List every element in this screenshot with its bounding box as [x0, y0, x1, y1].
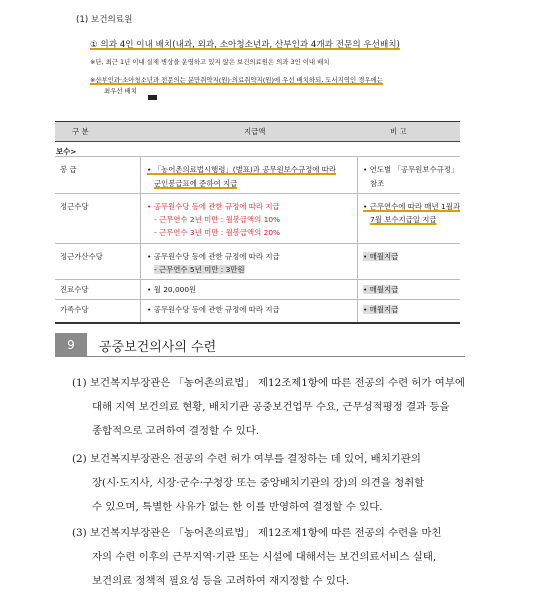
row-amount-line [154, 178, 237, 189]
note-1: ※단, 최근 1년 이내 실제 병상을 운영하고 있지 않은 보건의료원은 의과 3인 이내 배치 [90, 58, 330, 66]
row-remark-line [370, 214, 437, 225]
paragraph-2 [72, 447, 502, 519]
row-amount-line [147, 164, 336, 175]
row-remark-text: • 근무연수에 따라 매년 1월과 [363, 202, 460, 211]
section-number: 9 [55, 333, 87, 357]
row-name: 정근가산수당 [60, 252, 103, 261]
note-2-text: ※산부인과·소아청소년과 전문의는 분만취약지(원)·의료취약지(원)에 우선 배치하되, 도서지역인 경우에는 [90, 76, 383, 84]
row-amount-line [154, 264, 245, 275]
paragraph-line: (3) 보건복지부장관은 「농어촌의료법」 제12조제1항에 따른 전공의 수련을 마친 [72, 527, 442, 539]
row-remark-text: 7월 보수지급일 지급 [370, 215, 437, 224]
section-title: 공중보건의사의 수련 [99, 340, 217, 355]
row-remark-line: 참조 [370, 179, 385, 188]
row-remark-text: • 매월지급 [363, 252, 399, 261]
row-remark-line [363, 251, 398, 262]
row-remark-line [363, 284, 398, 295]
row-remark-line: • 연도별 「공무원보수규정」 [363, 165, 459, 174]
paragraph-line: 자의 수련 이후의 근무지역·기관 또는 시설에 대해서는 보건의료서비스 실태, [92, 551, 437, 563]
table-header-category: 구 분 [72, 127, 89, 136]
row-divider [55, 193, 460, 194]
row-amount-line: • 공무원수당 등에 관한 규정에 따라 지급 [147, 202, 280, 211]
row-amount-text: - 근무연수 5년 미만 : 3만원 [154, 265, 245, 274]
subsection-title: (1) 보건의료원 [76, 15, 133, 25]
row-amount-line: • 공무원수당 등에 관한 규정에 따라 지급 [147, 252, 280, 261]
paragraph-3 [72, 521, 502, 593]
note-2 [90, 75, 383, 84]
section-underline [87, 356, 465, 357]
table-header-remark: 비 고 [390, 127, 407, 136]
row-amount-line: • 공무원수당 등에 관한 규정에 따라 지급 [147, 305, 280, 314]
edit-mark-icon [148, 95, 157, 100]
table-section-label: 보수> [56, 147, 77, 156]
row-divider [55, 299, 460, 300]
row-amount-line: - 근무연수 2년 미만 : 월봉급액의 10% [154, 215, 281, 224]
row-amount-text: • 「농어촌의료법시행령」(별표)과 공무원보수규정에 따라 [147, 165, 337, 174]
note-2-continued [104, 86, 137, 95]
row-divider [55, 156, 460, 157]
row-remark-text: • 매월지급 [363, 305, 399, 314]
paragraph-line: 대해 지역 보건의료 현황, 배치기관 공중보건업무 수요, 근무성적평정 결과 등을 [92, 401, 450, 413]
list-item-1-text: ① 의과 4인 이내 배치(내과, 외과, 소아청소년과, 산부인과 4개과 전문의 우선배치) [90, 40, 400, 50]
row-name: 진료수당 [60, 285, 89, 294]
table-bottom-rule [55, 322, 460, 324]
row-amount-text: 군인봉급표에 준하여 지급 [154, 179, 238, 188]
row-divider [55, 243, 460, 244]
paragraph-line: 장(시·도지사, 시장·군수·구청장 또는 중앙배치기관의 장)의 의견을 청취할 [92, 477, 425, 489]
row-remark-line [363, 201, 460, 212]
paragraph-line: (1) 보건복지부장관은 「농어촌의료법」 제12조제1항에 따른 전공의 수련 허가 여부에 [72, 377, 465, 389]
row-amount-line: • 월 20,000원 [147, 285, 197, 294]
row-name: 봉 급 [60, 165, 77, 174]
row-name: 정근수당 [60, 202, 89, 211]
paragraph-1 [72, 371, 502, 443]
paragraph-line: (2) 보건복지부장관은 전공의 수련 허가 여부를 결정하는 데 있어, 배치기관의 [72, 453, 421, 465]
section-heading [55, 333, 465, 357]
row-remark-line [363, 304, 398, 315]
paragraph-line: 보건의료 정책적 필요성 등을 고려하여 재지정할 수 있다. [92, 575, 350, 587]
list-item-1 [90, 38, 400, 50]
row-amount-line: - 근무연수 3년 미만 : 월봉급액의 20% [154, 228, 281, 237]
row-remark-text: • 매월지급 [363, 285, 399, 294]
note-2b-text: 최우선 배치 [104, 87, 137, 95]
paragraph-line: 수 있으며, 특별한 사유가 없는 한 이를 반영하여 결정할 수 있다. [92, 501, 383, 513]
row-divider [55, 279, 460, 280]
row-name: 가족수당 [60, 305, 89, 314]
table-header-amount: 지급액 [244, 127, 266, 136]
paragraph-line: 종합적으로 고려하여 결정할 수 있다. [92, 425, 260, 437]
